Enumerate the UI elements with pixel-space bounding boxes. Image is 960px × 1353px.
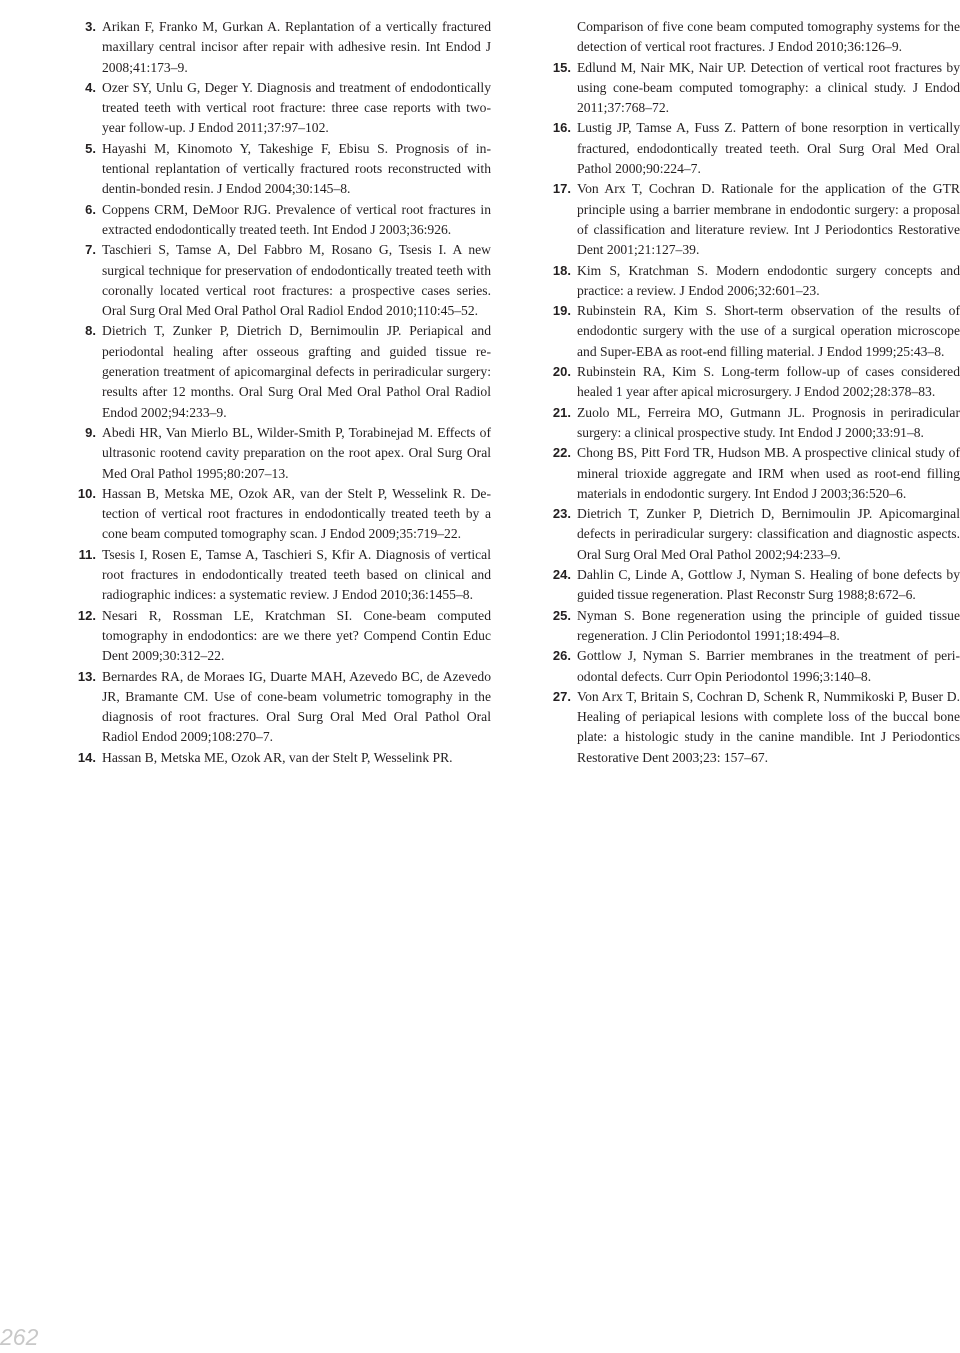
reference-number: 27. bbox=[552, 688, 571, 704]
reference-text: Arikan F, Franko M, Gurkan A. Replantation of a vertically fractured maxillary central incisor after repair with adhesive resin. Int Endod J 2008;41:173–9. bbox=[102, 19, 491, 75]
reference-item bbox=[71, 17, 491, 78]
reference-number: 7. bbox=[85, 242, 96, 258]
reference-item bbox=[71, 484, 491, 545]
page-number: 262 bbox=[0, 1324, 39, 1350]
reference-item bbox=[540, 403, 960, 444]
reference-item bbox=[71, 240, 491, 321]
reference-text: Hayashi M, Kinomoto Y, Takeshige F, Ebisu S. Prognosis of intentional replantation of vertically fractured roots reconstructed with dentin-bonded resin. J Endod 2004;30:145–8. bbox=[102, 140, 491, 197]
reference-text: Coppens CRM, DeMoor RJG. Prevalence of vertical root fractures in extracted endodontically treated teeth. Int Endod J 2003;36:926. bbox=[102, 201, 491, 237]
reference-text: Comparison of five cone beam computed tomography systems for the detection of vertical root fractures. J Endod 2010;36:126–9. bbox=[577, 19, 960, 55]
reference-number: 25. bbox=[552, 607, 571, 623]
reference-text: Lustig JP, Tamse A, Fuss Z. Pattern of bone resorption in vertically fractured, endodontically treated teeth. Oral Surg Oral Med Oral Pathol 2000;90:224–7. bbox=[577, 120, 960, 177]
reference-text: Rubinstein RA, Kim S. Short-term observation of the results of endodontic surgery with the use of a surgical operation microscope and Super-EBA as root-end filling material. J Endod 1999;25:43–8. bbox=[577, 303, 960, 359]
reference-number: 15. bbox=[552, 59, 571, 75]
reference-text: Kim S, Kratchman S. Modern endodontic surgery concepts and practice: a review. J Endod 2006;32:601–23. bbox=[577, 262, 960, 298]
reference-item bbox=[71, 200, 491, 241]
reference-number: 26. bbox=[552, 648, 571, 664]
reference-text: Abedi HR, Van Mierlo BL, Wilder-Smith P, Torabinejad M. Effects of ultrasonic rootend cavity preparation on the root apex. Oral Surg Oral Med Oral Pathol 1995;80:207–13. bbox=[102, 424, 491, 481]
reference-number: 12. bbox=[77, 607, 96, 623]
reference-item bbox=[540, 504, 960, 565]
reference-number: 14. bbox=[77, 749, 96, 765]
reference-text: Rubinstein RA, Kim S. Long-term follow-up of cases considered healed 1 year after apical microsurgery. J Endod 2002;28:378–83. bbox=[577, 364, 960, 400]
reference-item bbox=[540, 118, 960, 179]
reference-text: Chong BS, Pitt Ford TR, Hudson MB. A prospective clinical study of mineral trioxide aggregate and IRM when used as root-end filling materials in endodontic surgery. Int Endod J 2003;36:520–6. bbox=[577, 445, 960, 501]
reference-text: Gottlow J, Nyman S. Barrier membranes in the treatment of periodontal defects. Curr Opin Periodontol 1996;3:140–8. bbox=[577, 648, 960, 684]
reference-number: 4. bbox=[85, 79, 96, 95]
reference-number: 3. bbox=[85, 19, 96, 34]
reference-text: Nesari R, Rossman LE, Kratchman SI. Cone-beam computed tomography in endodontics: are we there yet? Compend Contin Educ Dent 2009;30:312–22. bbox=[102, 607, 491, 664]
reference-number: 18. bbox=[552, 262, 571, 278]
reference-item bbox=[71, 423, 491, 484]
reference-list-right bbox=[540, 17, 960, 768]
reference-number: 22. bbox=[552, 445, 571, 461]
reference-item bbox=[540, 646, 960, 687]
reference-item bbox=[71, 667, 491, 748]
reference-text: Dietrich T, Zunker P, Dietrich D, Bernimoulin JP. Apicomarginal defects in periradicular surgery: classification and diagnostic aspects. Oral Surg Oral Med Oral Pathol 2002;94:233–9. bbox=[577, 506, 960, 562]
reference-text: Von Arx T, Britain S, Cochran D, Schenk R, Nummikoski P, Buser D. Healing of periapical lesions with complete loss of the buccal bone plate: a histologic study in the canine mandible. Int J Periodontics Restorative Dent 2003;23: 157–67. bbox=[577, 688, 960, 765]
reference-text: Bernardes RA, de Moraes IG, Duarte MAH, Azevedo BC, de Azevedo JR, Bramante CM. Use of cone-beam volumetric tomography in the diagnosis of root fractures. Oral Surg Oral Med Oral Pathol Oral Radiol Endod 2009;108:270–7. bbox=[102, 668, 491, 745]
reference-item bbox=[540, 443, 960, 504]
reference-number: 10. bbox=[77, 485, 96, 501]
reference-number: 23. bbox=[552, 506, 571, 522]
reference-item bbox=[71, 545, 491, 606]
reference-item bbox=[71, 606, 491, 667]
reference-item bbox=[71, 321, 491, 422]
reference-text: Taschieri S, Tamse A, Del Fabbro M, Rosano G, Tsesis I. A new surgical technique for preservation of endodontically treated teeth with coronally located vertical root fractures: a prospective cases series. Oral Surg Oral Med Oral Pathol Oral Radiol Endod 2010;110:45–52. bbox=[102, 242, 491, 319]
reference-item bbox=[71, 78, 491, 139]
reference-item bbox=[540, 179, 960, 260]
reference-number: 6. bbox=[85, 201, 96, 217]
reference-text: Tsesis I, Rosen E, Tamse A, Taschieri S, Kfir A. Diagnosis of vertical root fractures in endodontically treated teeth based on clinical and radiographic indices: a systematic review. J Endod 2010;36:1455–8. bbox=[102, 546, 491, 603]
reference-text: Hassan B, Metska ME, Ozok AR, van der Stelt P, Wesselink PR. bbox=[102, 749, 453, 765]
reference-number: 5. bbox=[85, 140, 96, 156]
reference-text: Zuolo ML, Ferreira MO, Gutmann JL. Prognosis in periradicular surgery: a clinical prospective study. Int Endod J 2000;33:91–8. bbox=[577, 404, 960, 440]
reference-item-continued bbox=[540, 17, 960, 58]
reference-item bbox=[540, 301, 960, 362]
reference-item bbox=[540, 261, 960, 302]
reference-item bbox=[540, 606, 960, 647]
reference-text: Edlund M, Nair MK, Nair UP. Detection of vertical root fractures by using cone-beam computed tomography: a clinical study. J Endod 2011;37:768–72. bbox=[577, 59, 960, 116]
reference-number: 19. bbox=[552, 303, 571, 319]
reference-item bbox=[71, 748, 491, 768]
reference-number: 16. bbox=[552, 120, 571, 136]
reference-number: 9. bbox=[85, 424, 96, 440]
reference-item bbox=[71, 139, 491, 200]
reference-item bbox=[540, 58, 960, 119]
reference-text: Dietrich T, Zunker P, Dietrich D, Bernimoulin JP. Periapical and periodontal healing after osseous grafting and guided tissue regeneration treatment of apicomarginal defects in periradicular surgery: results after 12 months. Oral Surg Oral Med Oral Pathol Oral Radiol Endod 2002;94:233–9. bbox=[102, 323, 491, 420]
reference-text: Hassan B, Metska ME, Ozok AR, van der Stelt P, Wesselink R. Detection of vertical root fractures in endodontically treated teeth by a cone beam computed tomography scan. J Endod 2009;35:719–22. bbox=[102, 485, 491, 542]
reference-number: 8. bbox=[85, 323, 96, 339]
reference-number: 21. bbox=[552, 404, 571, 420]
reference-number: 17. bbox=[552, 181, 571, 197]
reference-item bbox=[540, 362, 960, 403]
reference-item bbox=[540, 687, 960, 768]
reference-text: Ozer SY, Unlu G, Deger Y. Diagnosis and treatment of endodontically treated teeth with vertical root fracture: three case reports with two-year follow-up. J Endod 2011;37:97–102. bbox=[102, 79, 491, 136]
reference-number: 20. bbox=[552, 364, 571, 380]
reference-number: 11. bbox=[78, 546, 96, 562]
reference-number: 24. bbox=[552, 567, 571, 583]
reference-text: Nyman S. Bone regeneration using the principle of guided tissue regeneration. J Clin Periodontol 1991;18:494–8. bbox=[577, 607, 960, 643]
reference-list-left bbox=[71, 17, 491, 768]
reference-number: 13. bbox=[77, 668, 96, 684]
reference-text: Von Arx T, Cochran D. Rationale for the application of the GTR principle using a barrier membrane in endodontic surgery: a proposal of classification and literature review. Int J Periodontics Restorative Dent 2001;21:127–39. bbox=[577, 181, 960, 258]
reference-item bbox=[540, 565, 960, 606]
reference-text: Dahlin C, Linde A, Gottlow J, Nyman S. Healing of bone defects by guided tissue regeneration. Plast Reconstr Surg 1988;8:672–6. bbox=[577, 567, 960, 603]
